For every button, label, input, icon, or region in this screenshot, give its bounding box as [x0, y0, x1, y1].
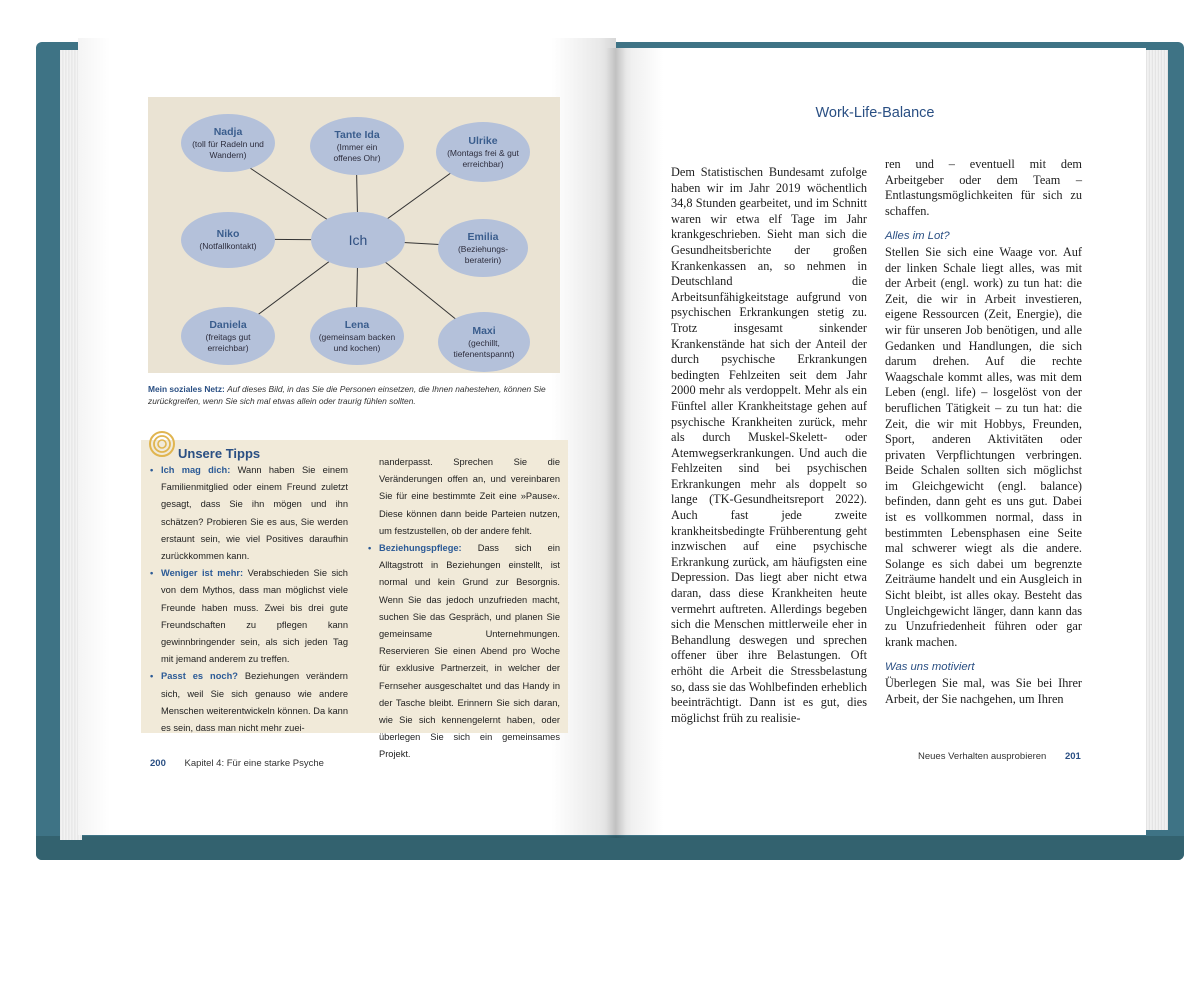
diagram-node-3	[181, 212, 275, 268]
tip-item	[368, 540, 560, 764]
node-desc: (gechillt, tiefenentspannt)	[453, 338, 515, 359]
tip-text: Wann haben Sie einem Familienmitglied oder einem Freund zuletzt gesagt, dass Sie ihn mögen und ihn schätzen? Probieren Sie es aus, Sie werden erstaunt sein, wie viel Positives daraufhin zurückkommen kann.	[161, 465, 348, 562]
text-column-2	[885, 157, 1082, 707]
node-name: Tante Ida	[334, 129, 380, 141]
node-desc: (Beziehungs-beraterin)	[457, 244, 509, 265]
diagram-node-1	[310, 117, 404, 175]
body-paragraph: Dem Statistischen Bundesamt zufolge haben wir im Jahr 2019 wöchentlich 34,8 Stunden gearbeitet, und im Schnitt waren wir etwa elf Tage im Jahr krankgeschrieben. Sieht man sich die Gesundheitsberichte der großen Krankenkassen an, so nehmen in Deutschland die Arbeitsunfähigkeitstage aufgrund von psychischen Erkrankungen stetig zu. Trotz insgesamt sinkender Krankenstände hat sich der Anteil der durch psychische Erkrankungen bedingten Fehlzeiten seit dem Jahr 2000 mehr als verdoppelt. Mehr als ein Fünftel aller Krankheitstage gehen auf psychische Krankheiten zurück, mehr als durch Muskel-Skelett- oder Atemwegserkrankungen. Und auch die Fehlzeiten sind bei psychischen Erkrankungen mehr als doppelt so lange (TK-Gesundheitsreport 2022). Auch fast jede zweite krankheitsbedingte Frühberentung geht inzwischen auf eine psychische Erkrankung zurück, am häufigsten eine Depression. Das liegt aber nicht etwa daran, dass diese Krankheiten heute vermehrt auftreten. Allerdings begeben sich die Menschen mittlerweile eher in Behandlung deswegen und sprechen offener über ihre Belastungen. Oft erhöht die Arbeit die Stressbelastung so, dass sie das Wohlbefinden erheblich beeinträchtigt. Dann ist es gut, dies möglichst früh zu realisie-	[671, 165, 867, 725]
tips-logo-icon	[148, 430, 176, 458]
diagram-node-center	[311, 212, 405, 268]
tip-label: Weniger ist mehr:	[161, 568, 244, 579]
tip-item	[150, 462, 348, 565]
tips-title: Unsere Tipps	[178, 446, 261, 461]
tip-item	[150, 668, 348, 737]
tip-text: Dass sich ein Alltagstrott in Beziehungen einstellt, ist normal und kein Grund zur Besorgnis. Wenn Sie das jedoch unzufrieden macht, suchen Sie das Gespräch, und planen Sie gemeinsame Unternehmungen. Reservieren Sie einen Abend pro Woche für exklusive Partnerzeit, in welcher der Fernseher ausgeschaltet und das Handy in der Tasche bleibt. Erinnern Sie sich daran, wie Sie sich kennengelernt haben, oder überlegen Sie sich ein gemeinsames Projekt.	[379, 543, 560, 760]
tip-label: Ich mag dich:	[161, 465, 231, 475]
node-name: Maxi	[472, 325, 496, 337]
node-desc: (Montags frei & gut erreichbar)	[447, 148, 519, 169]
diagram-node-5	[181, 307, 275, 365]
node-name: Ulrike	[468, 135, 498, 147]
tips-column-2	[368, 454, 560, 764]
diagram-node-4	[438, 219, 528, 277]
node-name: Daniela	[209, 319, 247, 331]
diagram-node-0	[181, 114, 275, 172]
footer-left	[150, 758, 324, 769]
diagram-node-7	[438, 312, 530, 372]
text-column-1	[671, 165, 867, 726]
diagram-caption	[148, 383, 568, 407]
caption-text: Auf dieses Bild, in das Sie die Personen einsetzen, die Ihnen nahestehen, können Sie zurückgreifen, wenn Sie sich mal etwas allein oder traurig fühlen sollten.	[148, 384, 546, 406]
center-name: Ich	[348, 231, 368, 248]
tip-label: Beziehungspflege:	[379, 543, 462, 554]
node-desc: (Notfallkontakt)	[199, 241, 257, 252]
section-label: Neues Verhalten ausprobieren	[918, 751, 1047, 762]
node-name: Emilia	[467, 231, 499, 243]
bullet-icon: •	[150, 671, 154, 682]
tips-column-1	[150, 462, 348, 737]
book-cover-edge	[36, 836, 1184, 860]
social-network-diagram	[148, 97, 560, 373]
tip-label: Passt es noch?	[161, 671, 238, 682]
node-name: Lena	[344, 319, 370, 331]
node-desc: (Immer ein offenes Ohr)	[333, 142, 381, 163]
body-paragraph: Überlegen Sie mal, was Sie bei Ihrer Arbeit, der Sie nachgehen, um Ihren	[885, 676, 1082, 706]
node-name: Nadja	[213, 126, 243, 138]
tip-text: Verabschieden Sie sich von dem Mythos, dass man möglichst viele Freunde haben muss. Zwei bis drei gute Freundschaften zu pflegen kann gewinnbringender sein, als sich jeden Tag mit jemand anderem zu treffen.	[161, 568, 348, 665]
body-paragraph: ren und – eventuell mit dem Arbeitgeber oder dem Team – Entlastungsmöglichkeiten für sich zu schaffen.	[885, 157, 1082, 218]
node-name: Niko	[216, 228, 240, 241]
node-desc: (gemeinsam backen und kochen)	[318, 332, 396, 353]
tip-text: nanderpasst. Sprechen Sie die Veränderungen offen an, und vereinbaren Sie für eine bestimmte Zeit eine »Pause«. Diese können dann beide Parteien nutzen, um festzustellen, ob der andere fehlt.	[379, 457, 560, 536]
page-number: 200	[150, 758, 166, 769]
section-title: Work-Life-Balance	[815, 105, 935, 121]
bullet-icon: •	[368, 543, 372, 554]
caption-label: Mein soziales Netz:	[148, 384, 225, 394]
diagram-node-2	[436, 122, 530, 182]
diagram-node-6	[310, 307, 404, 365]
spine-shadow	[606, 48, 626, 838]
tip-continuation	[368, 454, 560, 540]
chapter-label: Kapitel 4: Für eine starke Psyche	[184, 758, 324, 769]
tip-text: Beziehungen verändern sich, weil Sie sich genauso wie andere Menschen weiterentwickeln können. Da kann es sein, dass man nicht mehr zuei-	[161, 671, 348, 734]
page-number: 201	[1064, 751, 1081, 762]
node-desc: (toll für Radeln und Wandern)	[192, 139, 264, 160]
node-desc: (freitags gut erreichbar)	[205, 332, 251, 353]
bullet-icon: •	[150, 568, 154, 579]
subheading: Alles im Lot?	[885, 230, 950, 243]
subheading: Was uns motiviert	[885, 661, 975, 674]
body-paragraph: Stellen Sie sich eine Waage vor. Auf der linken Schale liegt alles, was mit der Arbeit (engl. work) zu tun hat: die Zeit, die wir in Arbeit investieren, eigene Ressourcen (Zeit, Energie), die wir für unseren Job benötigen, und alle Gedanken und Handlungen, die sich darum drehen. Auf die rechte Waagschale kommt alles, was mit dem Leben (engl. life) – losgelöst von der beruflichen Tätigkeit – zu tun hat: die Zeit, die wir mit Hobbys, Freunden, Sport, anderen Aktivitäten oder privaten Verpflichtungen verbringen. Beide Schalen sollten sich möglichst im Gleichgewicht (engl. balance) befinden, dann geht es uns gut. Dabei ist es vollkommen normal, dass in bestimmten Lebensphasen eine Seite mal schwerer wiegt als die andere. Solange es sich dabei um begrenzte Zeiträume handelt und ein Ausgleich in Sicht bleibt, ist alles okay. Besteht das Ungleichgewicht länger, dann kann das zu Unzufriedenheit führen oder gar krank machen.	[885, 244, 1082, 649]
bullet-icon: •	[150, 465, 154, 475]
footer-right	[918, 751, 1081, 762]
tip-item	[150, 565, 348, 668]
